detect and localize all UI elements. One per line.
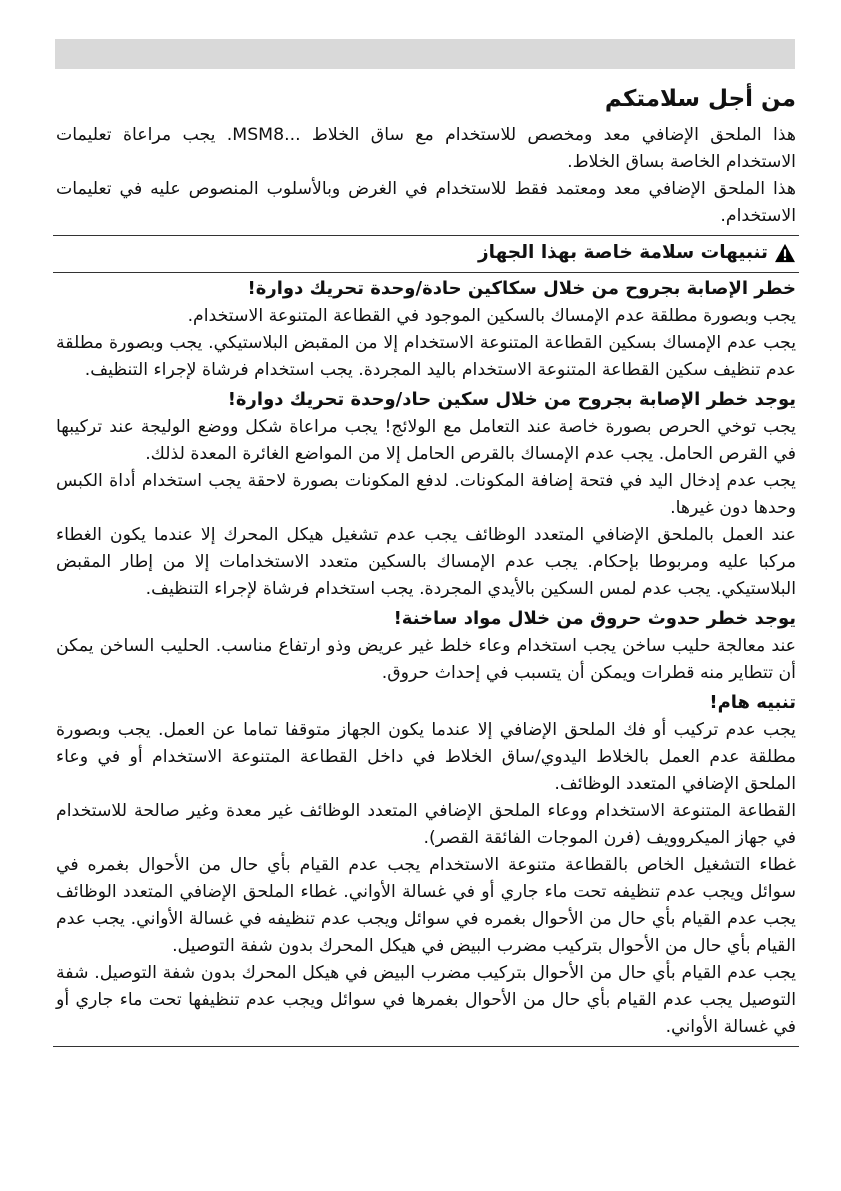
section-paragraph: يجب عدم القيام بأي حال من الأحوال بتركيب مضرب البيض في هيكل المحرك بدون شفة التوصيل. شفة التوصيل يجب عدم القيام بأي حال من الأحوال بغمرها في سوائل ويجب عدم تنظيفها تحت ماء جاري أو في غسالة الأواني. [56,963,796,1037]
page-title: من أجل سلامتكم [604,86,796,112]
intro-paragraph: هذا الملحق الإضافي معد ومخصص للاستخدام مع ساق الخلاط ...MSM8. يجب مراعاة تعليمات الاستخدام الخاصة بساق الخلاط. [56,125,796,172]
intro-paragraph: هذا الملحق الإضافي معد ومعتمد فقط للاستخدام في الغرض وبالأسلوب المنصوص عليه في تعليمات الاستخدام. [56,179,796,226]
section-heading: خطر الإصابة بجروح من خلال سكاكين حادة/وحدة تحريك دوارة! [247,278,796,299]
section-paragraph: عند العمل بالملحق الإضافي المتعدد الوظائف يجب عدم تشغيل هيكل المحرك إلا عندما يكون الغطاء مركبا عليه ومربوطا بإحكام. يجب عدم الإمساك بالسكين متعدد الاستخدامات إلا من إطار المقبض البلاستيكي. يجب عدم لمس السكين بالأيدي المجردة. يجب استخدام فرشاة لإجراء التنظيف. [56,525,796,599]
section-paragraph: القطاعة المتنوعة الاستخدام ووعاء الملحق الإضافي المتعدد الوظائف غير معدة وغير صالحة للاستخدام في جهاز الميكروويف (فرن الموجات الفائقة القصر). [56,801,796,848]
divider [53,272,799,273]
section-paragraph: يجب عدم تركيب أو فك الملحق الإضافي إلا عندما يكون الجهاز متوقفا تماما عن العمل. يجب وبصورة مطلقة عدم العمل بالخلاط اليدوي/ساق الخلاط في داخل القطاعة المتنوعة الاستخدام أو في وعاء الملحق الإضافي المتعدد الوظائف. [56,720,796,794]
header-bar [55,39,795,69]
warning-heading-text: تنبيهات سلامة خاصة بهذا الجهاز [477,242,768,263]
section-heading: يوجد خطر حدوث حروق من خلال مواد ساخنة! [393,608,796,629]
section-paragraph: عند معالجة حليب ساخن يجب استخدام وعاء خلط غير عريض وذو ارتفاع مناسب. الحليب الساخن يمكن أن تتطاير منه قطرات ويمكن أن يتسبب في إحداث حروق. [56,636,796,683]
section-heading: يوجد خطر الإصابة بجروح من خلال سكين حاد/وحدة تحريك دوارة! [227,389,796,410]
section-paragraph: يجب وبصورة مطلقة عدم الإمساك بالسكين الموجود في القطاعة المتنوعة الاستخدام. [187,306,796,326]
section-paragraph: غطاء التشغيل الخاص بالقطاعة متنوعة الاستخدام يجب عدم القيام بأي حال من الأحوال بغمره في سوائل ويجب عدم تنظيفه تحت ماء جاري أو في غسالة الأواني. غطاء الملحق الإضافي المتعدد الوظائف يجب عدم القيام بأي حال من الأحوال بغمره في سوائل ويجب عدم تنظيفه في غسالة الأواني. يجب عدم القيام بأي حال من الأحوال بتركيب مضرب البيض في هيكل المحرك بدون شفة التوصيل. [56,855,796,956]
document-content [56,82,796,1047]
section-heading: تنبيه هام! [709,692,796,713]
warning-triangle-icon [774,243,796,263]
section-paragraph: يجب عدم إدخال اليد في فتحة إضافة المكونات. لدفع المكونات بصورة لاحقة يجب استخدام أداة الكبس وحدها دون غيرها. [56,471,796,518]
safety-warning-heading [56,236,796,270]
section-paragraph: يجب عدم الإمساك بسكين القطاعة المتنوعة الاستخدام إلا من المقبض البلاستيكي. يجب وبصورة مطلقة عدم تنظيف سكين القطاعة المتنوعة الاستخدام باليد المجردة. يجب استخدام فرشاة لإجراء التنظيف. [56,333,796,380]
divider [53,1046,799,1047]
section-paragraph: يجب توخي الحرص بصورة خاصة عند التعامل مع الولائج! يجب مراعاة شكل ووضع الوليجة عند تركيبها في القرص الحامل. يجب عدم الإمساك بالقرص الحامل إلا من المواضع الغائرة المعدة لذلك. [56,417,796,464]
